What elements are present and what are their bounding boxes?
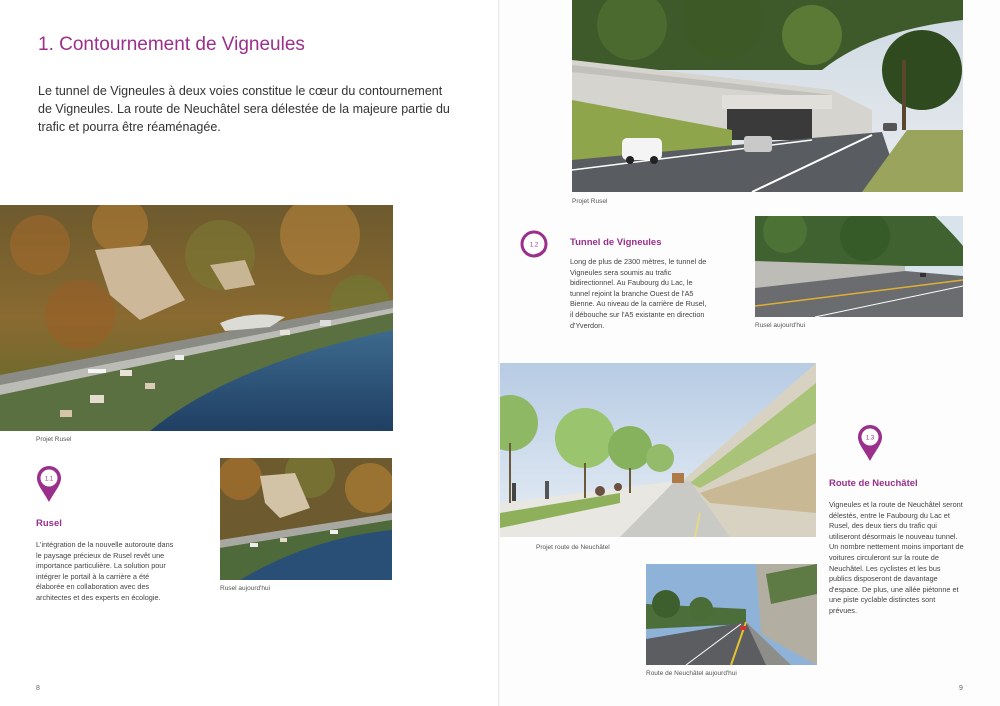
location-pin-icon	[857, 424, 883, 462]
neuchatel-heading: Route de Neuchâtel	[829, 478, 918, 489]
rusel-highway-caption: Rusel aujourd'hui	[755, 322, 806, 329]
page-number: 9	[959, 685, 963, 692]
rusel-today-photo	[220, 458, 392, 580]
pin-number: 1.3	[865, 435, 875, 442]
tunnel-heading: Tunnel de Vigneules	[570, 237, 662, 248]
neuchatel-today-caption: Route de Neuchâtel aujourd'hui	[646, 670, 737, 677]
right-page	[500, 0, 1000, 706]
rusel-highway-photo	[755, 216, 963, 317]
pin-number: 1.1	[44, 476, 54, 483]
aerial-photo	[0, 205, 393, 431]
location-pin-icon	[36, 465, 62, 503]
rusel-today-caption: Rusel aujourd'hui	[220, 585, 271, 592]
tunnel-text: Long de plus de 2300 mètres, le tunnel de Vigneules sera soumis au trafic bidirectionnel. Au Faubourg du Lac, le tunnel rejoint la branche Ouest de l'A5 Bienne. Au niveau de la carrière de Rusel, il débouche sur l'A5 existante en direction d'Yverdon.	[570, 257, 707, 330]
pin-number: 1.2	[529, 242, 539, 249]
portal-caption: Projet Rusel	[572, 198, 608, 205]
neuchatel-today-photo	[646, 564, 817, 665]
neuchatel-text: Vigneules et la route de Neuchâtel seront délestés, entre le Faubourg du Lac et Rusel, des deux tiers du trafic qui utiliseront désormais le nouveau tunnel. Un nombre nettement moins important de voitures circuleront sur la route de Neuchâtel. Les cyclistes et les bus publics disposeront de davantage d'espace. De plus, une allée piétonne et une piste cyclable distinctes sont prévues.	[829, 500, 964, 615]
page-title: 1. Contournement de Vigneules	[38, 34, 305, 55]
sketch-caption: Projet route de Neuchâtel	[536, 544, 610, 551]
location-pin-icon	[520, 230, 548, 258]
rusel-heading: Rusel	[36, 518, 62, 529]
aerial-caption: Projet Rusel	[36, 436, 72, 443]
tunnel-portal-photo	[572, 0, 963, 192]
intro-paragraph: Le tunnel de Vigneules à deux voies constitue le cœur du contournement de Vigneules. La route de Neuchâtel sera délestée de la majeure partie du trafic et pourra être réaménagée.	[38, 84, 450, 134]
page-number: 8	[36, 685, 40, 692]
neuchatel-sketch	[500, 363, 816, 537]
rusel-text: L'intégration de la nouvelle autoroute dans le paysage précieux de Rusel revêt une importance particulière. La solution pour intégrer le portail à la carrière a été élaborée en collaboration avec des architectes et des experts en écologie.	[36, 540, 174, 602]
